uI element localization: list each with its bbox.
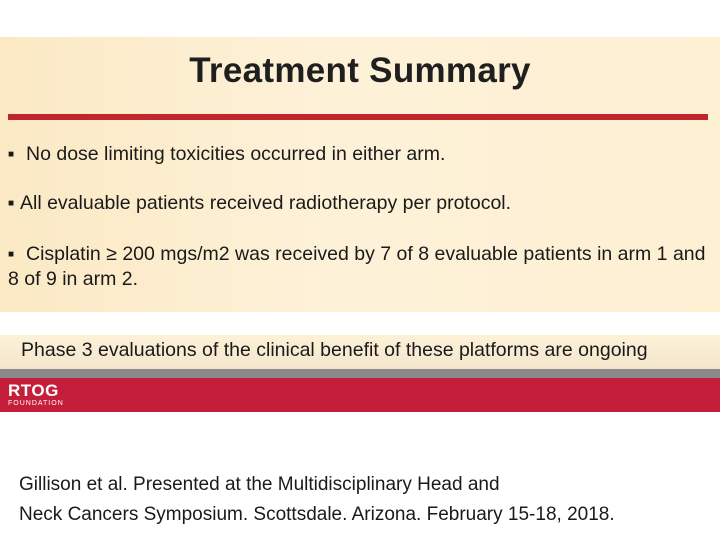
logo-main-text: RTOG	[8, 381, 59, 400]
citation	[19, 470, 709, 530]
bullet-marker: ■	[8, 149, 15, 161]
bullet-item	[8, 242, 708, 292]
bullet-text: No dose limiting toxicities occurred in either arm.	[26, 143, 446, 165]
bullet-marker: ■	[8, 249, 15, 261]
citation-line-1: Gillison et al. Presented at the Multidisciplinary Head and	[19, 474, 500, 495]
rtog-logo	[8, 382, 64, 408]
bullet-text: Cisplatin ≥ 200 mgs/m2 was received by 7 of 8 evaluable patients in arm 1 and 8 of 9 in arm 2.	[8, 243, 706, 291]
slide-image	[0, 37, 720, 412]
bullet-item	[8, 191, 511, 216]
bullet-text: All evaluable patients received radiotherapy per protocol.	[20, 192, 512, 214]
citation-line-2: Neck Cancers Symposium. Scottsdale. Arizona. February 15-18, 2018.	[19, 504, 615, 525]
slide-footer	[0, 378, 720, 412]
logo-sub-text: FOUNDATION	[8, 400, 64, 407]
footer-divider	[0, 369, 720, 378]
bullet-item	[8, 142, 445, 167]
phase-note-banner	[0, 335, 720, 369]
phase-note-text: Phase 3 evaluations of the clinical benefit of these platforms are ongoing	[21, 339, 648, 361]
slide-gap	[0, 312, 720, 335]
bullet-marker: ■	[8, 198, 15, 210]
title-divider	[8, 114, 708, 120]
slide-title: Treatment Summary	[189, 51, 531, 90]
